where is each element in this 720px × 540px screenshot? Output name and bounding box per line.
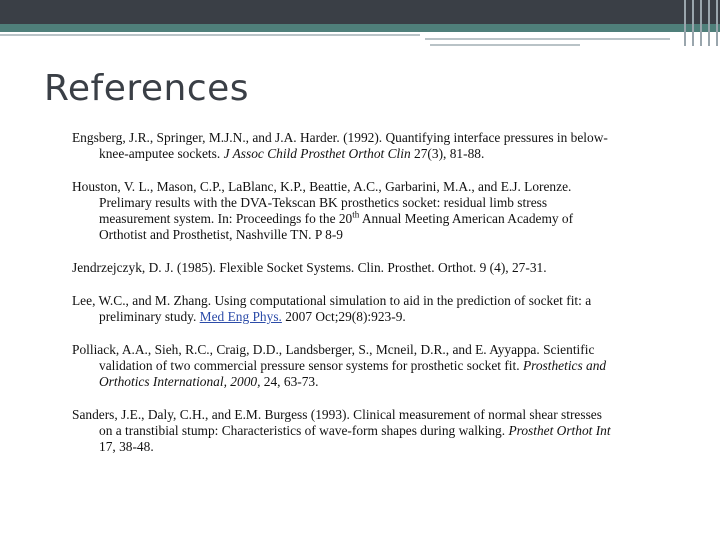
reference-text: Engsberg, J.R., Springer, M.J.N., and J.A. Harder. (1992). Quantifying interface pressures in below-knee-amputee sockets. [72, 130, 608, 161]
reference-text: Sanders, J.E., Daly, C.H., and E.M. Burgess (1993). Clinical measurement of normal shear stresses on a transtibial stump: Characteristics of wave-form shapes during walking. [72, 407, 602, 438]
reference-item [72, 342, 612, 390]
reference-tail: 17, 38-48. [99, 439, 154, 454]
slide-accent-bar [0, 24, 720, 32]
reference-tail: 24, 63-73. [260, 374, 319, 389]
slide-header-band [0, 0, 720, 24]
journal-name: Prosthet Orthot Int [508, 423, 611, 438]
reference-list [72, 130, 612, 472]
journal-name: J Assoc Child Prosthet Orthot Clin [223, 146, 411, 161]
reference-item [72, 179, 612, 243]
reference-item [72, 130, 612, 162]
reference-item [72, 260, 612, 276]
ordinal-superscript: th [352, 209, 360, 220]
reference-item [72, 407, 612, 455]
reference-tail: 2007 Oct;29(8):923-9. [281, 309, 406, 324]
slide-title: References [44, 68, 250, 109]
reference-tail: 27(3), 81-88. [410, 146, 485, 161]
reference-text: Jendrzejczyk, D. J. (1985). Flexible Socket Systems. Clin. Prosthet. Orthot. 9 (4), 27-31. [72, 260, 547, 275]
journal-name: Prosthetics and Orthotics International, 2000, [99, 358, 607, 389]
slide-accent-lines [0, 32, 720, 46]
reference-text: Houston, V. L., Mason, C.P., LaBlanc, K.P., Beattie, A.C., Garbarini, M.A., and E.J. Lorenze. Prelimary results with the DVA-Tekscan BK prosthetics socket: residual limb stress measurement system. In: Proceedings fo the 20 [72, 179, 572, 226]
slide-corner-ribs [680, 0, 720, 46]
reference-text: Lee, W.C., and M. Zhang. Using computational simulation to aid in the prediction of socket fit: a preliminary study. [72, 293, 592, 324]
reference-item [72, 293, 612, 325]
reference-text: Polliack, A.A., Sieh, R.C., Craig, D.D., Landsberger, S., Mcneil, D.R., and E. Ayyappa. Scientific validation of two commercial pressure sensor systems for prosthetic socket fit. [72, 342, 595, 373]
journal-link[interactable]: Med Eng Phys. [199, 309, 282, 324]
reference-tail: Annual Meeting American Academy of Orthotist and Prosthetist, Nashville TN. P 8-9 [99, 211, 574, 242]
